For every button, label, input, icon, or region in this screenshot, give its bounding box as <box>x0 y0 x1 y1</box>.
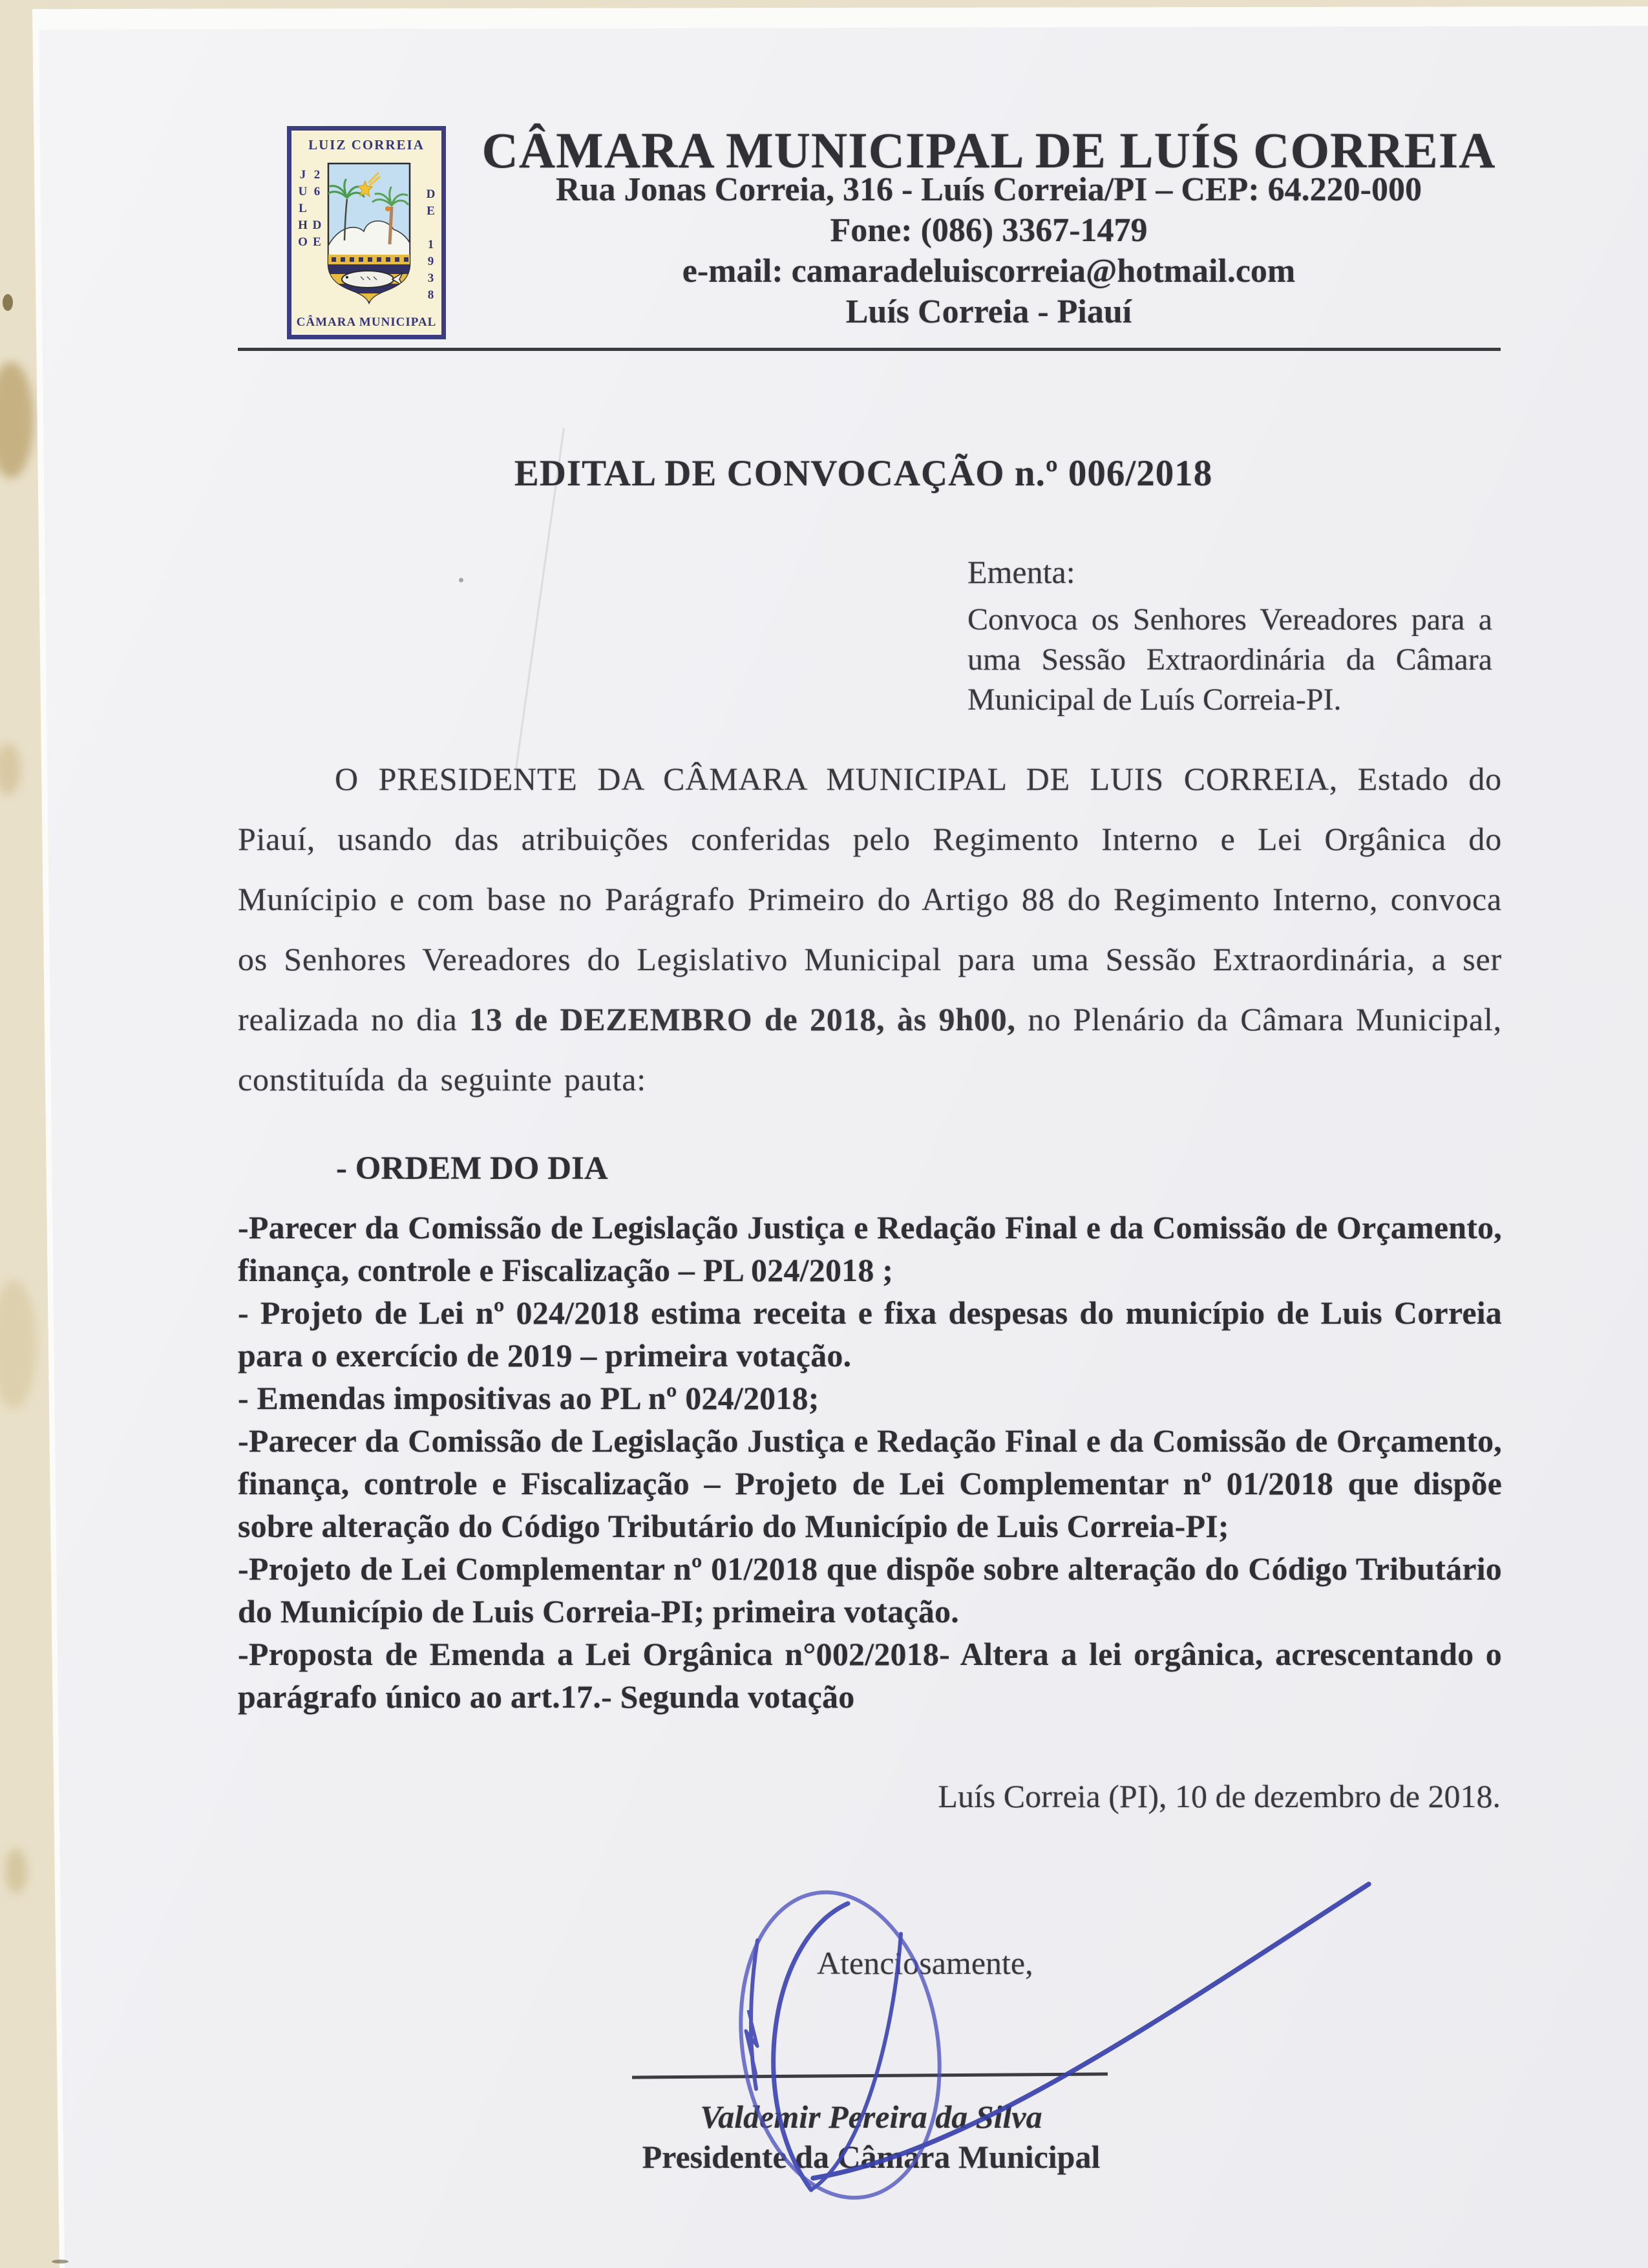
crest-bottom-label: CÂMARA MUNICIPAL <box>296 315 437 329</box>
ementa-text: Convoca os Senhores Vereadores para a uma Sessão Extraordinária da Câmara Municipal de Luís Correia-PI. <box>967 602 1492 717</box>
crest-top-label: LUIZ CORREIA <box>308 137 425 153</box>
municipal-crest <box>287 126 446 339</box>
organization-phone: Fone: (086) 3367-1479 <box>830 212 1148 249</box>
body-text: O PRESIDENTE DA CÂMARA MUNICIPAL DE LUIS CORREIA, Estado do Piauí, usando das atribuições conferidas pelo Regimento Interno e Lei Orgânica do Munícipio e com base no Parágrafo Primeiro do Artigo 88 do Regimento Interno, convoca os Senhores Vereadores do Legislativo Municipal para uma Sessão Extraordinária, a ser realizada no dia <box>238 761 1502 1037</box>
letterhead <box>446 116 1532 336</box>
crest-right-label: DE 1938 <box>424 187 438 305</box>
agenda-item: - Emendas impositivas ao PL nº 024/2018; <box>238 1380 819 1416</box>
signer-role: Presidente da Câmara Municipal <box>642 2139 1101 2175</box>
agenda-item: - Projeto de Lei nº 024/2018 estima receita e fixa despesas do município de Luis Correia para o exercício de 2019 – primeira votação. <box>238 1295 1502 1373</box>
ordem-do-dia-title: - ORDEM DO DIA <box>336 1150 608 1187</box>
agenda-item: -Parecer da Comissão de Legislação Justiça e Redação Final e da Comissão de Orçamento, finança, controle e Fiscalização – Projeto de Lei Complementar nº 01/2018 que dispõe sobre alteração do Código Tributário do Município de Luis Correia-PI; <box>238 1423 1502 1544</box>
agenda-item: -Parecer da Comissão de Legislação Justiça e Redação Final e da Comissão de Orçamento, finança, controle e Fiscalização – PL 024/2018 ; <box>238 1209 1502 1288</box>
scan-stain <box>0 362 34 478</box>
body-bold-date: 13 de DEZEMBRO de 2018, às 9h00, <box>469 1001 1016 1037</box>
organization-address: Rua Jonas Correia, 316 - Luís Correia/PI – CEP: 64.220-000 <box>556 171 1422 208</box>
ordem-do-dia-list <box>238 1206 1502 1718</box>
handwritten-signature <box>679 1849 1454 2262</box>
scan-speck <box>3 294 13 311</box>
date-line: Luís Correia (PI), 10 de dezembro de 2018. <box>938 1778 1501 1814</box>
agenda-item: -Projeto de Lei Complementar nº 01/2018 que dispõe sobre alteração do Código Tributário do Município de Luis Correia-PI; primeira votação. <box>238 1551 1502 1629</box>
body-paragraph <box>238 749 1502 1110</box>
crest-left-label: 26 DE JULHO <box>296 168 324 252</box>
crest-shield-art <box>325 160 413 312</box>
agenda-item: -Proposta de Emenda a Lei Orgânica n°002/2018- Altera a lei orgânica, acrescentando o parágrafo único ao art.17.- Segunda votação <box>238 1636 1502 1715</box>
organization-city: Luís Correia - Piauí <box>845 293 1132 330</box>
paper-speck <box>52 2260 69 2263</box>
body-text-after: no Plenário da Câmara Municipal, constituída da seguinte pauta: <box>238 1001 1502 1097</box>
closing-salutation: Atenciosamente, <box>817 1945 1033 1981</box>
ementa-label: Ementa: <box>967 554 1075 590</box>
header-divider-line <box>238 348 1501 351</box>
scan-stain <box>0 1280 36 1409</box>
scan-stain <box>5 1849 27 1894</box>
organization-name: CÂMARA MUNICIPAL DE LUÍS CORREIA <box>481 122 1496 178</box>
document-title: EDITAL DE CONVOCAÇÃO n.º 006/2018 <box>514 453 1213 494</box>
scan-stain <box>0 743 21 795</box>
organization-email: e-mail: camaradeluiscorreia@hotmail.com <box>682 253 1296 290</box>
signer-name: Valdemir Pereira da Silva <box>700 2099 1042 2135</box>
paper-speck <box>459 578 463 582</box>
